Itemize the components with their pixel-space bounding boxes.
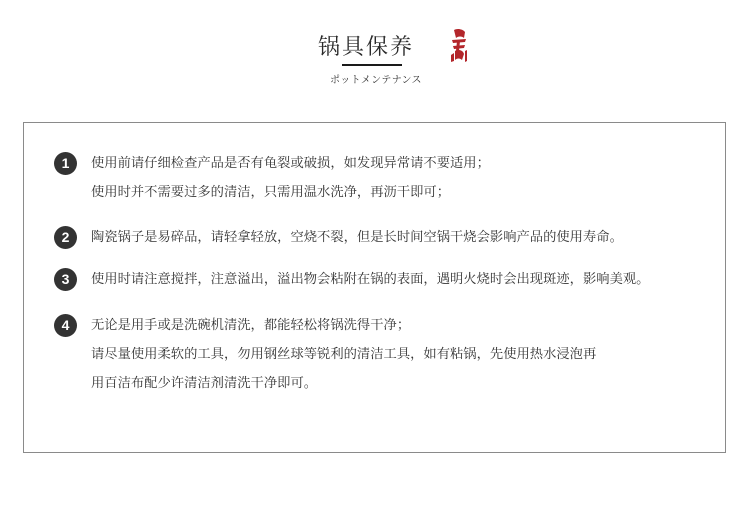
instruction-line: 用百洁布配少许清洁剂清洗干净即可。 (91, 376, 318, 391)
section-header (0, 0, 750, 100)
title-underline (342, 64, 402, 66)
instruction-line: 无论是用手或是洗碗机清洗，都能轻松将锅洗得干净； (91, 318, 411, 333)
instruction-line: 使用时请注意搅拌，注意溢出，溢出物会粘附在锅的表面，遇明火烧时会出现斑迹，影响美观。 (91, 272, 650, 287)
number-badge: 1 (54, 152, 77, 175)
page-title: 锅具保养 (318, 35, 415, 60)
instruction-line: 使用时并不需要过多的清洁，只需用温水洗净，再沥干即可； (91, 185, 451, 200)
red-seal-stamp-icon (448, 27, 470, 63)
instruction-line: 请尽量使用柔软的工具，勿用钢丝球等锐利的清洁工具，如有粘锅，先使用热水浸泡再 (91, 347, 597, 362)
care-instructions-panel (23, 122, 726, 453)
page-subtitle: ポットメンテナンス (330, 75, 422, 86)
number-badge: 4 (54, 314, 77, 337)
number-badge: 3 (54, 268, 77, 291)
number-badge: 2 (54, 226, 77, 249)
instruction-line: 陶瓷锅子是易碎品，请轻拿轻放，空烧不裂，但是长时间空锅干烧会影响产品的使用寿命。 (91, 230, 623, 245)
instruction-line: 使用前请仔细检查产品是否有龟裂或破损，如发现异常请不要适用； (91, 156, 490, 171)
